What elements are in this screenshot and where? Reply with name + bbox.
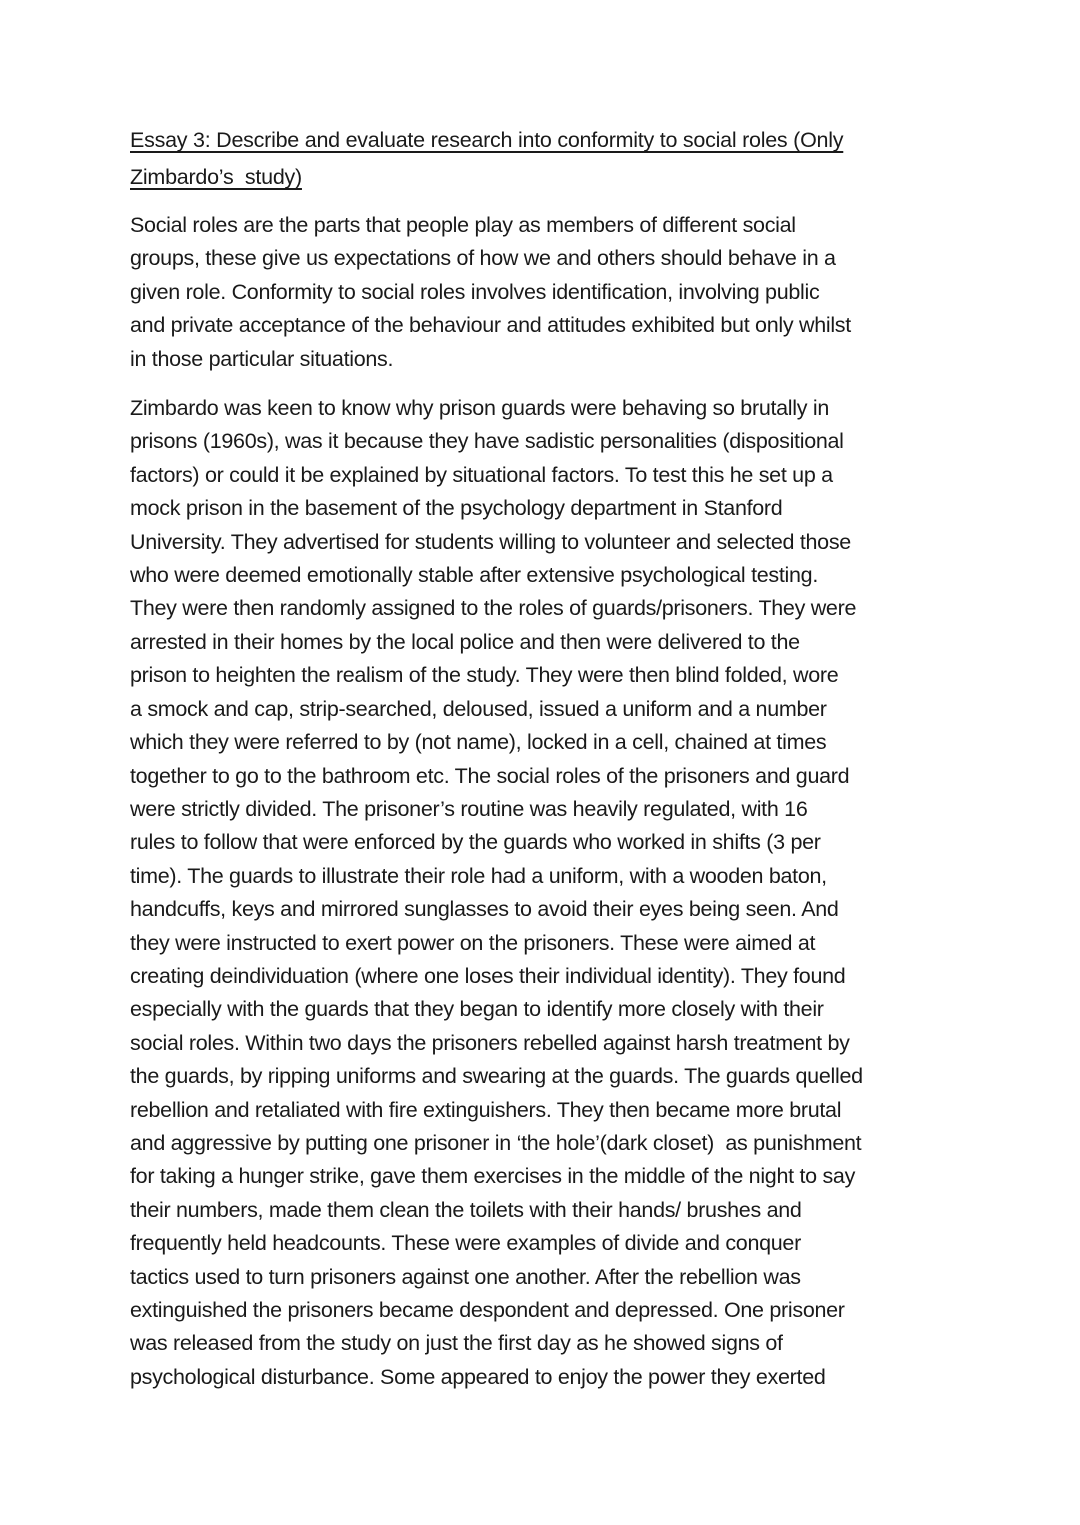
paragraph-zimbardo-study: Zimbardo was keen to know why prison guards were behaving so brutally in prisons (1960s), was it because they have sadistic personalities (dispositional factors) or could it be explained by situational factors. To test this he set up a mock prison in the basement of the psychology department in Stanford University. They advertised for students willing to volunteer and selected those who were deemed emotionally stable after extensive psychological testing. They were then randomly assigned to the roles of guards/prisoners. They were arrested in their homes by the local police and then were delivered to the prison to heighten the realism of the study. They were then blind folded, wore a smock and cap, strip-searched, deloused, issued a uniform and a number which they were referred to by (not name), locked in a cell, chained at times together to go to the bathroom etc. The social roles of the prisoners and guard were strictly divided. The prisoner’s routine was heavily regulated, with 16 rules to follow that were enforced by the guards who worked in shifts (3 per time). The guards to illustrate their role had a uniform, with a wooden baton, handcuffs, keys and mirrored sunglasses to avoid their eyes being seen. And they were instructed to exert power on the prisoners. These were aimed at creating deindividuation (where one loses their individual identity). They found especially with the guards that they began to identify more closely with their social roles. Within two days the prisoners rebelled against harsh treatment by the guards, by ripping uniforms and swearing at the guards. The guards quelled rebellion and retaliated with fire extinguishers. They then became more brutal and aggressive by putting one prisoner in ‘the hole’(dark closet) as punishment for taking a hunger strike, gave them exercises in the middle of the night to say their numbers, made them clean the toilets with their hands/ brushes and frequently held headcounts. These were examples of divide and conquer tactics used to turn prisoners against one another. After the rebellion was extinguished the prisoners became despondent and depressed. One prisoner was released from the study on just the first day as he showed signs of psychological disturbance. Some appeared to enjoy the power they exerted	[130, 396, 863, 1389]
paragraph-intro-social-roles: Social roles are the parts that people play as members of different social groups, these give us expectations of how we and others should behave in a given role. Conformity to social roles involves identification, involving public and private acceptance of the behaviour and attitudes exhibited but only whilst in those particular situations.	[130, 213, 851, 371]
essay-title: Essay 3: Describe and evaluate research into conformity to social roles (Only Zimbardo’s study)	[130, 128, 844, 189]
document-content	[130, 122, 965, 1410]
